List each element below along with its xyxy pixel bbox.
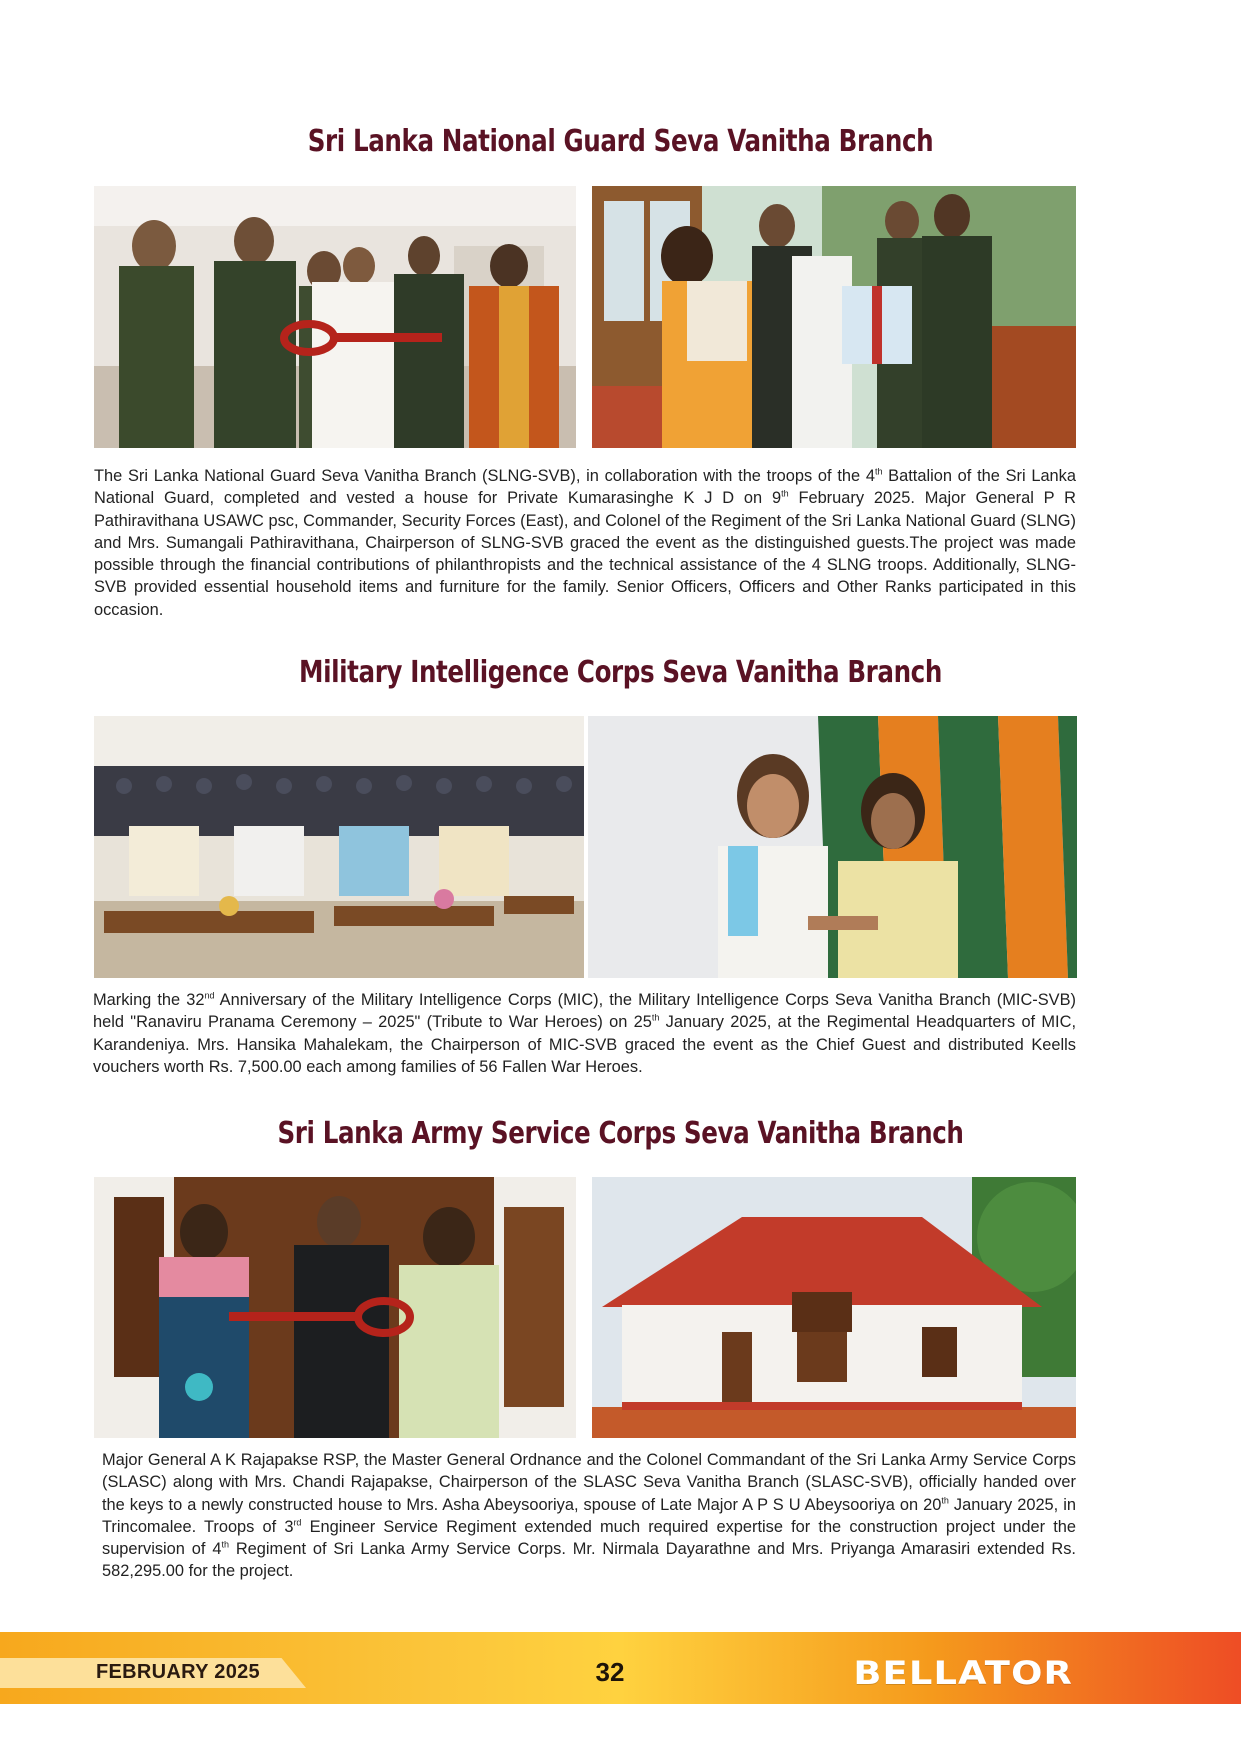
bellator-logo: BELLATOR	[853, 1654, 1073, 1692]
photo-voucher-handover-mic	[588, 716, 1077, 978]
photo-key-handover-slng	[94, 186, 576, 448]
section-title-slng: Sri Lanka National Guard Seva Vanitha Branch	[307, 124, 934, 159]
section-title-slasc: Sri Lanka Army Service Corps Seva Vanitha Branch	[277, 1116, 964, 1151]
section-paragraph-slasc: Major General A K Rajapakse RSP, the Master General Ordnance and the Colonel Commandant of the Sri Lanka Army Service Corps (SLASC) along with Mrs. Chandi Rajapakse, Chairperson of the SLASC Seva Vanitha Branch (SLASC-SVB), officially handed over the keys to a newly constructed house to Mrs. Asha Abeysooriya, spouse of Late Major A P S U Abeysooriya on 20th January 2025, in Trincomalee. Troops of 3rd Engineer Service Regiment extended much required expertise for the construction project under the supervision of 4th Regiment of Sri Lanka Army Service Corps. Mr. Nirmala Dayarathne and Mrs. Priyanga Amarasiri extended Rs. 582,295.00 for the project.	[102, 1451, 1076, 1581]
section-paragraph-mic: Marking the 32nd Anniversary of the Military Intelligence Corps (MIC), the Military Intelligence Corps Seva Vanitha Branch (MIC-SVB) held "Ranaviru Pranama Ceremony – 2025" (Tribute to War Heroes) on 25th January 2025, at the Regimental Headquarters of MIC, Karandeniya. Mrs. Hansika Mahalekam, the Chairperson of MIC-SVB graced the event as the Chief Guest and distributed Keells vouchers worth Rs. 7,500.00 each among families of 56 Fallen War Heroes.	[93, 990, 1077, 1076]
photo-gift-handover-slng	[592, 186, 1076, 448]
photo-audience-mic	[94, 716, 584, 978]
footer-month: FEBRUARY 2025	[96, 1661, 260, 1683]
photo-key-handover-slasc	[94, 1177, 576, 1438]
page-number: 32	[595, 1657, 625, 1687]
page-footer	[0, 1632, 1241, 1704]
photo-new-house-slasc	[592, 1177, 1076, 1438]
section-paragraph-slng: The Sri Lanka National Guard Seva Vanitha Branch (SLNG-SVB), in collaboration with the troops of the 4th Battalion of the Sri Lanka National Guard, completed and vested a house for Private Kumarasinghe K J D on 9th February 2025. Major General P R Pathiravithana USAWC psc, Commander, Security Forces (East), and Colonel of the Regiment of the Sri Lanka National Guard (SLNG) and Mrs. Sumangali Pathiravithana, Chairperson of SLNG-SVB graced the event as the distinguished guests.The project was made possible through the financial contributions of philanthropists and the technical assistance of the 4 SLNG troops. Additionally, SLNG-SVB provided essential household items and furniture for the family. Senior Officers, Officers and Other Ranks participated in this occasion.	[94, 466, 1076, 619]
section-title-mic: Military Intelligence Corps Seva Vanitha Branch	[299, 655, 942, 690]
